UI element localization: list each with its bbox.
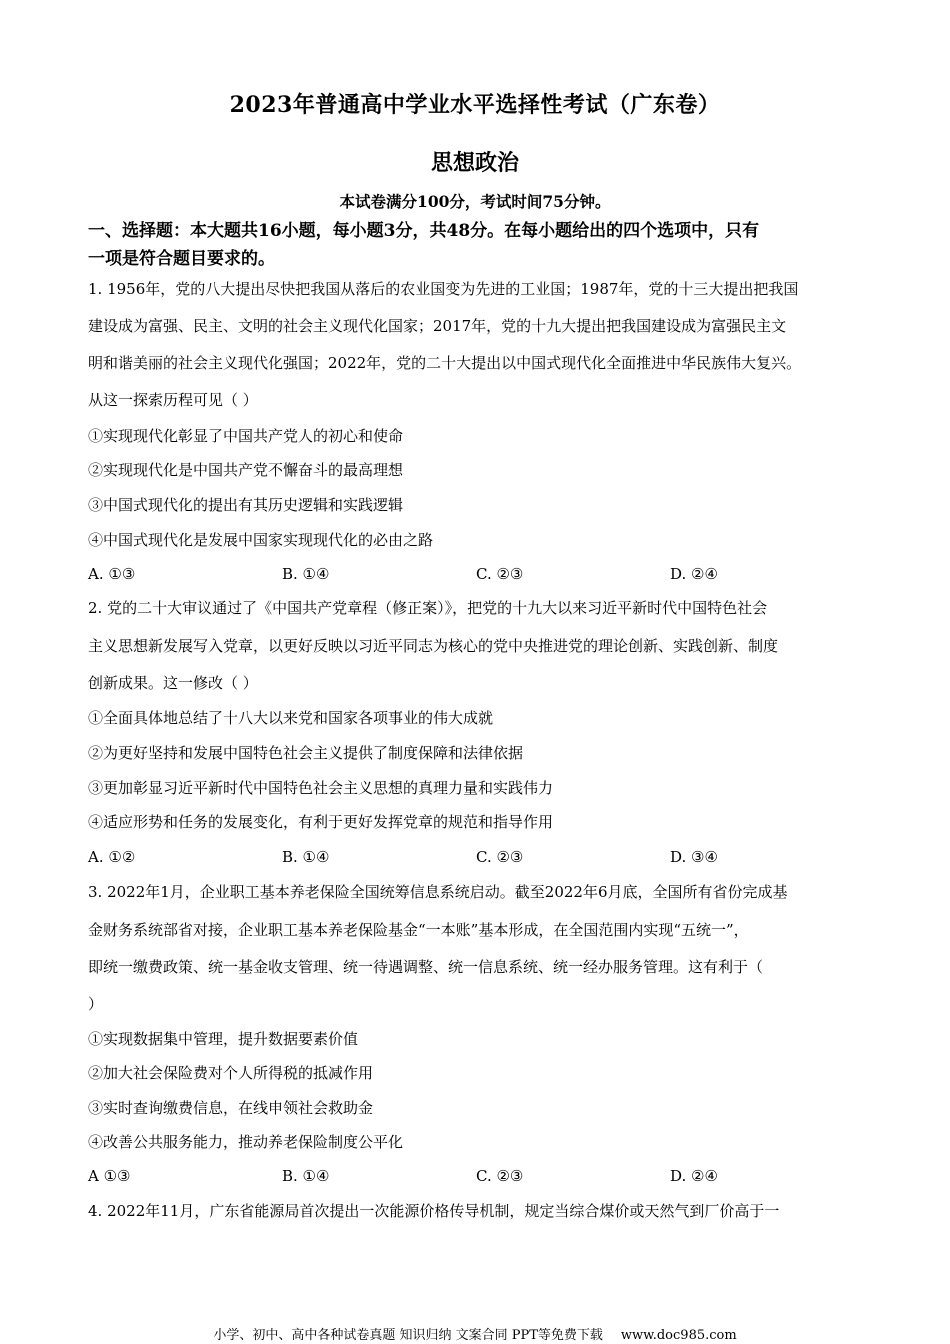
section-heading-cont: 一项是符合题目要求的。 <box>88 249 275 269</box>
statement: ①实现数据集中管理，提升数据要素价值 <box>88 1030 359 1048</box>
statement: ④中国式现代化是发展中国家实现现代化的必由之路 <box>88 531 434 549</box>
option-d: D. ③④ <box>670 848 718 866</box>
option-d: D. ②④ <box>670 1167 718 1185</box>
option-b: B. ①④ <box>282 1167 330 1185</box>
question-text: 4. 2022年11月，广东省能源局首次提出一次能源价格传导机制，规定当综合煤价或天然气到厂价高于一 <box>88 1202 780 1220</box>
statement: ④改善公共服务能力，推动养老保险制度公平化 <box>88 1133 404 1151</box>
question-text: ） <box>88 995 104 1013</box>
statement: ③更加彰显习近平新时代中国特色社会主义思想的真理力量和实践伟力 <box>88 779 554 797</box>
exam-title: 2023年普通高中学业水平选择性考试（广东卷） <box>229 92 721 118</box>
footer-site-link[interactable]: www.doc985.com <box>620 1328 737 1343</box>
question-text: 即统一缴费政策、统一基金收支管理、统一待遇调整、统一信息系统、统一经办服务管理。这有利于（ <box>88 958 764 976</box>
option-a: A. ①② <box>88 848 136 866</box>
option-c: C. ②③ <box>476 848 524 866</box>
statement: ②加大社会保险费对个人所得税的抵减作用 <box>88 1064 374 1082</box>
option-d: D. ②④ <box>670 565 718 583</box>
option-c: C. ②③ <box>476 565 524 583</box>
option-a: A. ①③ <box>88 565 136 583</box>
page-footer <box>0 1324 950 1343</box>
question-text: 明和谐美丽的社会主义现代化强国；2022年，党的二十大提出以中国式现代化全面推进中华民族伟大复兴。 <box>88 354 802 372</box>
statement: ②实现现代化是中国共产党不懈奋斗的最高理想 <box>88 461 404 479</box>
question-text: 创新成果。这一修改（ ） <box>88 674 258 692</box>
option-b: B. ①④ <box>282 565 330 583</box>
question-text: 主义思想新发展写入党章，以更好反映以习近平同志为核心的党中央推进党的理论创新、实践创新、制度 <box>88 637 779 655</box>
statement: ③中国式现代化的提出有其历史逻辑和实践逻辑 <box>88 496 404 514</box>
question-text: 建设成为富强、民主、文明的社会主义现代化国家；2017年，党的十九大提出把我国建设成为富强民主文 <box>88 317 787 335</box>
question-text: 1. 1956年，党的八大提出尽快把我国从落后的农业国变为先进的工业国；1987年，党的十三大提出把我国 <box>88 280 799 298</box>
option-c: C. ②③ <box>476 1167 524 1185</box>
subject-title: 思想政治 <box>430 150 519 176</box>
statement: ③实时查询缴费信息，在线申领社会救助金 <box>88 1099 374 1117</box>
exam-info: 本试卷满分100分，考试时间75分钟。 <box>339 192 611 211</box>
footer-text: 小学、初中、高中各种试卷真题 知识归纳 文案合同 PPT等免费下载 <box>213 1328 603 1343</box>
statement: ①全面具体地总结了十八大以来党和国家各项事业的伟大成就 <box>88 709 494 727</box>
section-heading: 一、选择题：本大题共16小题，每小题3分，共48分。在每小题给出的四个选项中，只有 <box>88 221 760 241</box>
question-text: 金财务系统部省对接，企业职工基本养老保险基金“一本账”基本形成，在全国范围内实现“五统一”， <box>88 921 749 939</box>
statement: ④适应形势和任务的发展变化，有利于更好发挥党章的规范和指导作用 <box>88 813 554 831</box>
option-b: B. ①④ <box>282 848 330 866</box>
question-text: 2. 党的二十大审议通过了《中国共产党章程（修正案）》，把党的十九大以来习近平新时代中国特色社会 <box>88 599 768 617</box>
option-a: A ①③ <box>88 1167 131 1185</box>
statement: ①实现现代化彰显了中国共产党人的初心和使命 <box>88 427 404 445</box>
statement: ②为更好坚持和发展中国特色社会主义提供了制度保障和法律依据 <box>88 744 524 762</box>
question-text: 从这一探索历程可见（ ） <box>88 391 258 409</box>
question-text: 3. 2022年1月，企业职工基本养老保险全国统筹信息系统启动。截至2022年6月底，全国所有省份完成基 <box>88 883 788 901</box>
